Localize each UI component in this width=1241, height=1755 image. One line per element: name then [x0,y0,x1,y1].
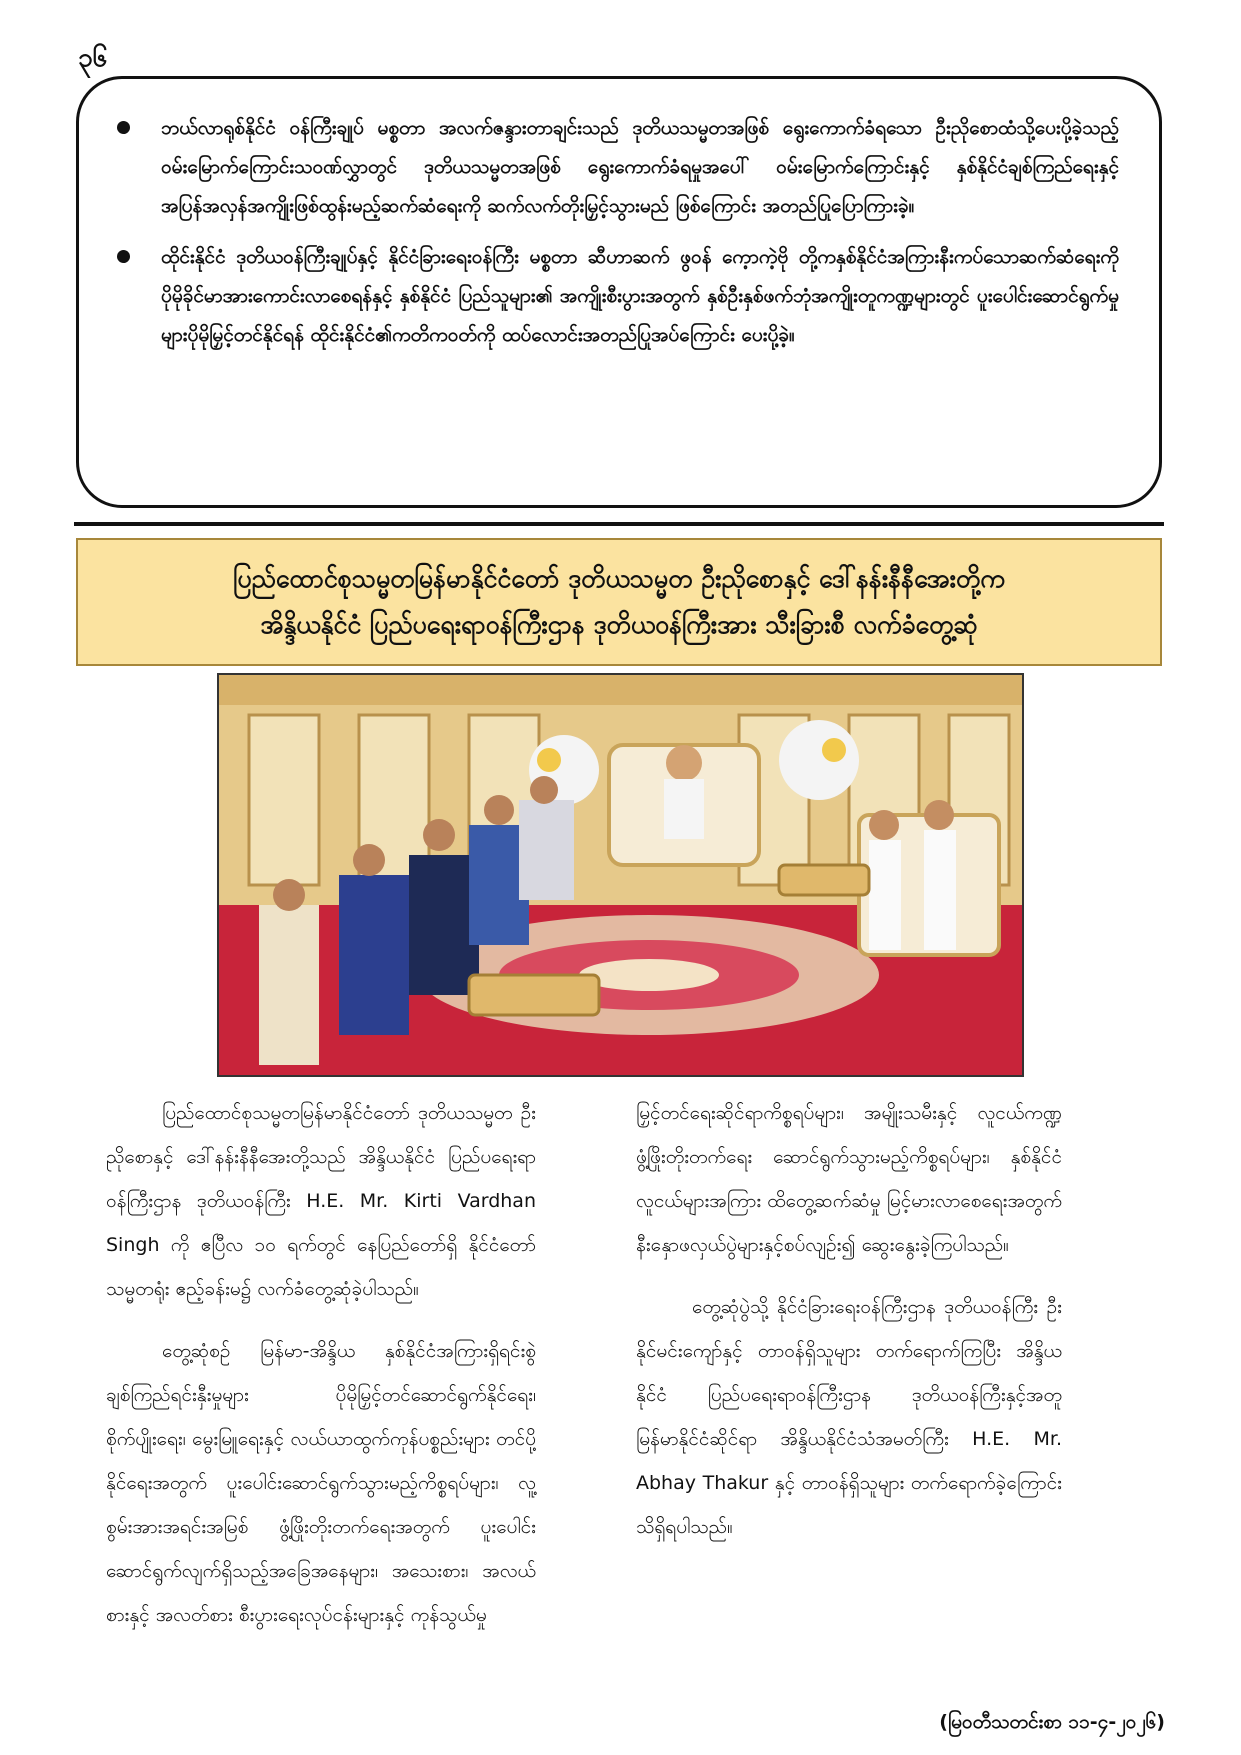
meeting-photo [217,673,1024,1077]
article-column-right [636,1091,1062,1567]
page-number: ၃၆ [78,43,108,73]
article-source: (မြဝတီသတင်းစာ ၁၁-၄-၂၀၂၆) [939,1711,1165,1733]
article-column-left [106,1091,536,1655]
section-divider [74,522,1164,526]
bullet-item [109,109,1119,226]
article-paragraph: တွေ့ဆုံပွဲသို့ နိုင်ငံခြားရေးဝန်ကြီးဌာန ဒုတိယဝန်ကြီး ဦးနိုင်မင်းကျော်နှင့် တာဝန်ရှိသူများ တက်ရောက်ကြပြီး အိန္ဒိယနိုင်ငံ ပြည်ပရေးရာဝန်ကြီးဌာန ဒုတိယဝန်ကြီးနှင့်အတူ မြန်မာနိုင်ငံဆိုင်ရာ အိန္ဒိယနိုင်ငံသံအမတ်ကြီး H.E. Mr. Abhay Thakur နှင့် တာဝန်ရှိသူများ တက်ရောက်ခဲ့ကြောင်း သိရှိရပါသည်။ [636,1296,1062,1538]
bullet-text: ဘယ်လာရုစ်နိုင်ငံ ဝန်ကြီးချုပ် မစ္စတာ အလက်ဇန္ဒားတာချင်းသည် ဒုတိယသမ္မတအဖြစ် ရွေးကောက်ခံရသော ဦးညိုစောထံသို့ပေးပို့ခဲ့သည့် ဝမ်းမြောက်ကြောင်းသဝဏ်လွှာတွင် ဒုတိယသမ္မတအဖြစ် ရွေးကောက်ခံရမှုအပေါ် ဝမ်းမြောက်ကြောင်းနှင့် နှစ်နိုင်ငံချစ်ကြည်ရေးနှင့် အပြန်အလှန်အကျိုးဖြစ်ထွန်းမည့်ဆက်ဆံရေးကို ဆက်လက်တိုးမြှင့်သွားမည် ဖြစ်ကြောင်း အတည်ပြုပြောကြားခဲ့။ [161,117,1119,217]
article-paragraph-continued: မြှင့်တင်ရေးဆိုင်ရာကိစ္စရပ်များ၊ အမျိုးသမီးနှင့် လူငယ်ကဏ္ဍ ဖွံ့ဖြိုးတိုးတက်ရေး ဆောင်ရွက်သွားမည့်ကိစ္စရပ်များ၊ နှစ်နိုင်ငံ လူငယ်များအကြား ထိတွေ့ဆက်ဆံမှု မြင့်မားလာစေရေးအတွက် နီးနှောဖလှယ်ပွဲများနှင့်စပ်လျဉ်း၍ ဆွေးနွေးခဲ့ကြပါသည်။ [636,1102,1062,1256]
bullet-item [109,238,1119,355]
summary-box [76,76,1162,508]
bullet-dot-icon [117,250,130,263]
bullet-text: ထိုင်းနိုင်ငံ ဒုတိယဝန်ကြီးချုပ်နှင့် နိုင်ငံခြားရေးဝန်ကြီး မစ္စတာ ဆီဟာဆက် ဖွဝန် ကေ့ာကဲ့ဗို တို့ကနှစ်နိုင်ငံအကြားနီးကပ်သောဆက်ဆံရေးကို ပိုမိုခိုင်မာအားကောင်းလာစေရန်နှင့် နှစ်နိုင်ငံ ပြည်သူများ၏ အကျိုးစီးပွားအတွက် နှစ်ဦးနှစ်ဖက်ဘုံအကျိုးတူကဏ္ဍများတွင် ပူးပေါင်းဆောင်ရွက်မှုများပိုမိုမြှင့်တင်နိုင်ရန် ထိုင်းနိုင်ငံ၏ကတိကဝတ်ကို ထပ်လောင်းအတည်ပြုအပ်ကြောင်း ပေးပို့ခဲ့။ [161,246,1119,346]
bullet-dot-icon [117,121,130,134]
article-paragraph: ပြည်ထောင်စုသမ္မတမြန်မာနိုင်ငံတော် ဒုတိယသမ္မတ ဦးညိုစောနှင့် ဒေါ်နန်းနီနီအေးတို့သည် အိန္ဒိယနိုင်ငံ ပြည်ပရေးရာဝန်ကြီးဌာန ဒုတိယဝန်ကြီး H.E. Mr. Kirti Vardhan Singh ကို ဧပြီလ ၁၀ ရက်တွင် နေပြည်တော်ရှိ နိုင်ငံတော်သမ္မတရုံး ဧည့်ခန်းမ၌ လက်ခံတွေ့ဆုံခဲ့ပါသည်။ [106,1102,536,1300]
headline-box [76,538,1162,666]
headline-line-1: ပြည်ထောင်စုသမ္မတမြန်မာနိုင်ငံတော် ဒုတိယသမ္မတ ဦးညိုစောနှင့် ဒေါ်နန်းနီနီအေးတို့က [233,564,1005,593]
meeting-room-illustration [219,675,1022,1075]
headline-line-2: အိန္ဒိယနိုင်ငံ ပြည်ပရေးရာဝန်ကြီးဌာန ဒုတိယဝန်ကြီးအား သီးခြားစီ လက်ခံတွေ့ဆုံ [260,610,978,639]
article-paragraph: တွေ့ဆုံစဉ် မြန်မာ-အိန္ဒိယ နှစ်နိုင်ငံအကြားရှိရင်းစွဲ ချစ်ကြည်ရင်းနှီးမှုများ ပိုမိုမြှင့်တင်ဆောင်ရွက်နိုင်ရေး၊ စိုက်ပျိုးရေး၊ မွေးမြူရေးနှင့် လယ်ယာထွက်ကုန်ပစ္စည်းများ တင်ပို့နိုင်ရေးအတွက် ပူးပေါင်းဆောင်ရွက်သွားမည့်ကိစ္စရပ်များ၊ လူ့စွမ်းအားအရင်းအမြစ် ဖွံ့ဖြိုးတိုးတက်ရေးအတွက် ပူးပေါင်းဆောင်ရွက်လျက်ရှိသည့်အခြေအနေများ၊ အသေးစား၊ အလယ်စားနှင့် အလတ်စား စီးပွားရေးလုပ်ငန်းများနှင့် ကုန်သွယ်မှု [106,1340,536,1626]
